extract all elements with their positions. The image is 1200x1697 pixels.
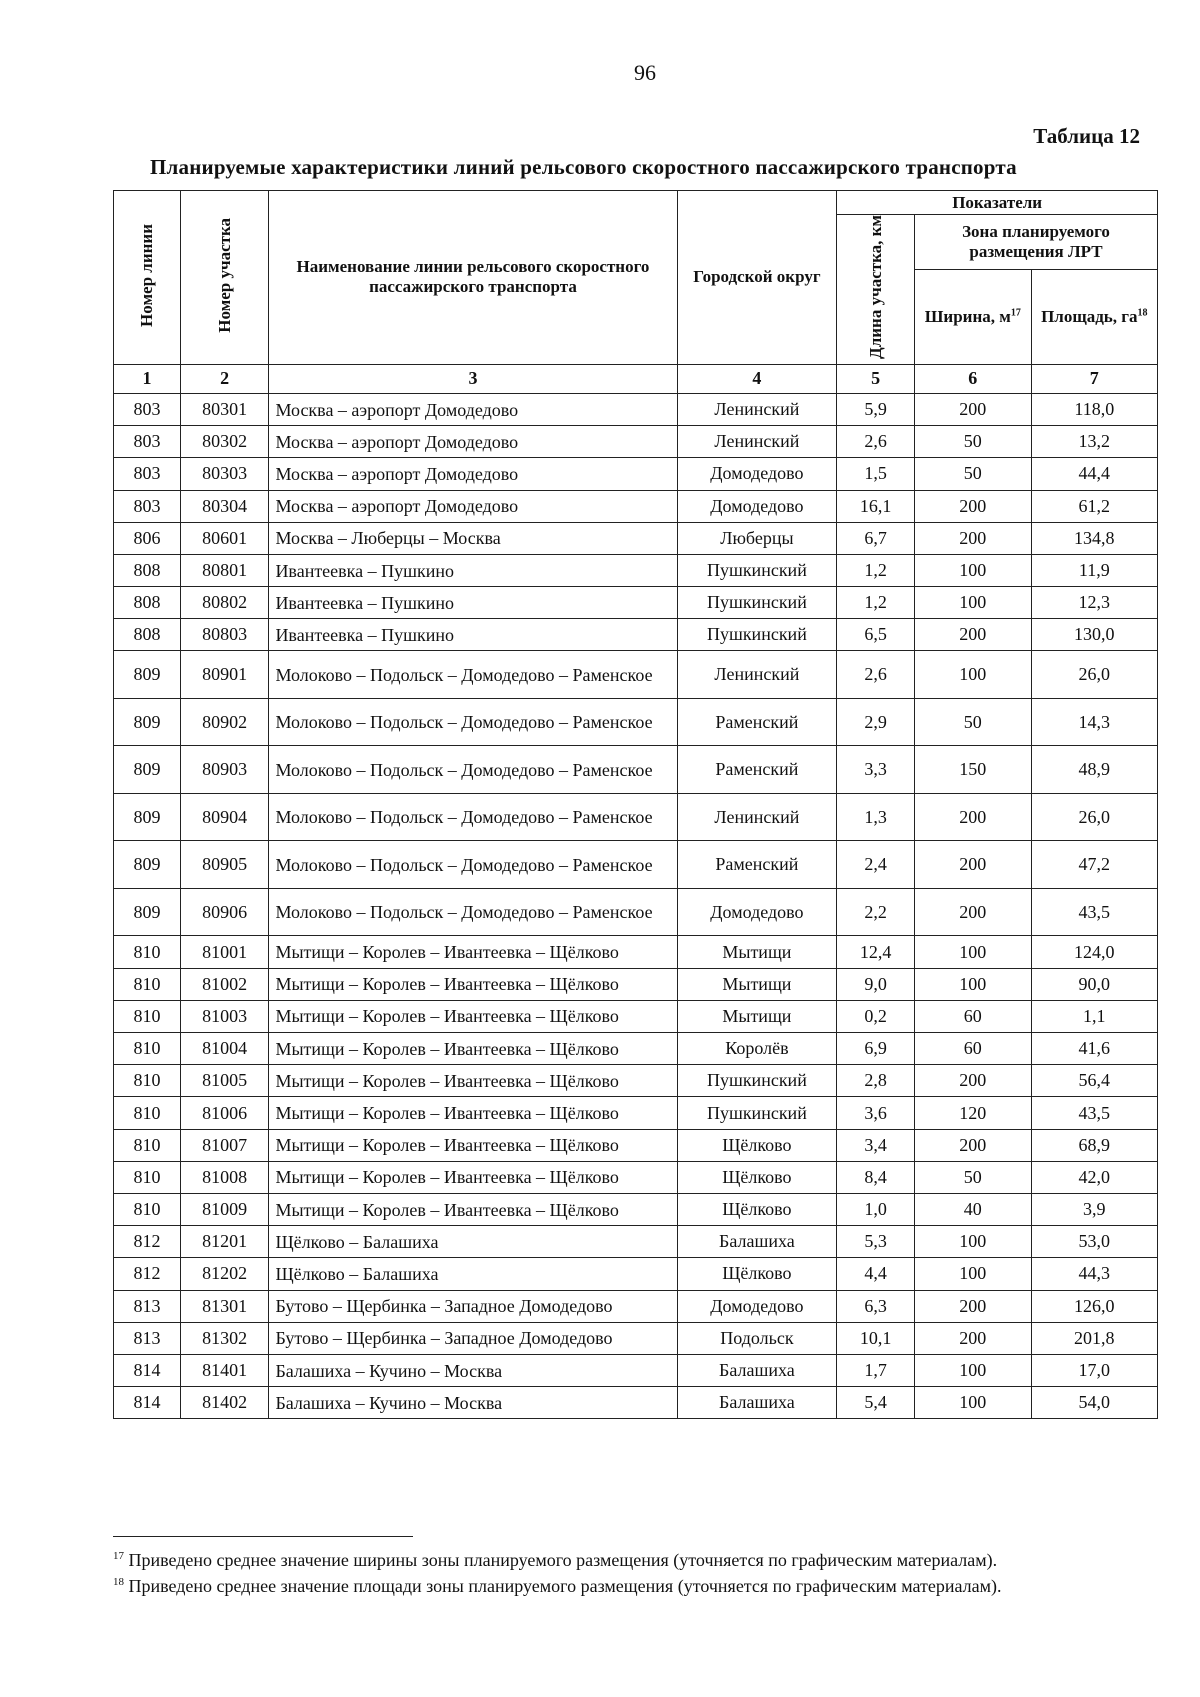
cell-line-number: 814 <box>114 1387 181 1419</box>
cell-width-m: 60 <box>915 1000 1032 1032</box>
cell-line-name: Молоково – Подольск – Домодедово – Раменское <box>269 698 677 746</box>
cell-area-ha: 124,0 <box>1031 936 1157 968</box>
cell-area-ha: 41,6 <box>1031 1033 1157 1065</box>
cell-area-ha: 90,0 <box>1031 968 1157 1000</box>
cell-line-name: Москва – Люберцы – Москва <box>269 522 677 554</box>
cell-line-name: Молоково – Подольск – Домодедово – Раменское <box>269 746 677 794</box>
table-row <box>114 1065 1158 1097</box>
cell-line-number: 810 <box>114 1097 181 1129</box>
cell-area-ha: 44,3 <box>1031 1258 1157 1290</box>
cell-section-number: 80803 <box>180 619 269 651</box>
cell-line-name: Щёлково – Балашиха <box>269 1226 677 1258</box>
cell-section-number: 81402 <box>180 1387 269 1419</box>
cell-section-number: 80903 <box>180 746 269 794</box>
cell-line-number: 808 <box>114 554 181 586</box>
page-number: 96 <box>634 60 656 85</box>
cell-area-ha: 26,0 <box>1031 651 1157 699</box>
characteristics-table <box>113 190 1158 1419</box>
table-row <box>114 490 1158 522</box>
table-row <box>114 841 1158 889</box>
footnote-18: $^{18}$ Приведено среднее значение площади зоны планируемого размещения (уточняется по графическим материалам). <box>113 1576 1002 1596</box>
cell-line-name: Мытищи – Королев – Ивантеевка – Щёлково <box>269 1129 677 1161</box>
header-line-name: Наименование линии рельсового скоростного пассажирского транспорта <box>269 191 677 365</box>
cell-width-m: 200 <box>915 1322 1032 1354</box>
cell-width-m: 100 <box>915 587 1032 619</box>
cell-width-m: 120 <box>915 1097 1032 1129</box>
cell-line-name: Балашиха – Кучино – Москва <box>269 1354 677 1386</box>
cell-length-km: 2,4 <box>837 841 915 889</box>
cell-line-number: 812 <box>114 1226 181 1258</box>
table-row <box>114 793 1158 841</box>
table-row <box>114 698 1158 746</box>
cell-area-ha: 11,9 <box>1031 554 1157 586</box>
cell-section-number: 81006 <box>180 1097 269 1129</box>
table-title: Планируемые характеристики линий рельсового скоростного пассажирского транспорта <box>150 155 1017 179</box>
header-line-number: Номер линии <box>114 191 181 365</box>
cell-area-ha: 12,3 <box>1031 587 1157 619</box>
cell-district: Подольск <box>677 1322 837 1354</box>
cell-length-km: 1,5 <box>837 458 915 490</box>
cell-area-ha: 17,0 <box>1031 1354 1157 1386</box>
cell-line-number: 810 <box>114 1065 181 1097</box>
cell-length-km: 1,7 <box>837 1354 915 1386</box>
cell-width-m: 200 <box>915 1065 1032 1097</box>
header-section-length: Длина участка, км <box>837 215 915 365</box>
table-row <box>114 1387 1158 1419</box>
cell-length-km: 1,2 <box>837 554 915 586</box>
table-row <box>114 1258 1158 1290</box>
cell-district: Щёлково <box>677 1193 837 1225</box>
cell-area-ha: 13,2 <box>1031 426 1157 458</box>
cell-line-name: Молоково – Подольск – Домодедово – Раменское <box>269 841 677 889</box>
cell-width-m: 100 <box>915 1354 1032 1386</box>
table-row <box>114 1033 1158 1065</box>
cell-length-km: 2,9 <box>837 698 915 746</box>
cell-line-number: 803 <box>114 490 181 522</box>
cell-line-number: 809 <box>114 651 181 699</box>
column-number: 3 <box>269 364 677 393</box>
cell-line-name: Мытищи – Королев – Ивантеевка – Щёлково <box>269 1000 677 1032</box>
cell-line-name: Щёлково – Балашиха <box>269 1258 677 1290</box>
table-row <box>114 746 1158 794</box>
cell-area-ha: 44,4 <box>1031 458 1157 490</box>
cell-length-km: 5,3 <box>837 1226 915 1258</box>
cell-section-number: 81003 <box>180 1000 269 1032</box>
cell-district: Балашиха <box>677 1354 837 1386</box>
column-number: 5 <box>837 364 915 393</box>
cell-district: Ленинский <box>677 393 837 425</box>
cell-area-ha: 53,0 <box>1031 1226 1157 1258</box>
cell-district: Пушкинский <box>677 1097 837 1129</box>
cell-section-number: 80302 <box>180 426 269 458</box>
cell-line-number: 813 <box>114 1322 181 1354</box>
cell-line-number: 814 <box>114 1354 181 1386</box>
cell-length-km: 6,9 <box>837 1033 915 1065</box>
cell-width-m: 200 <box>915 1129 1032 1161</box>
cell-section-number: 80304 <box>180 490 269 522</box>
cell-district: Домодедово <box>677 1290 837 1322</box>
cell-section-number: 80802 <box>180 587 269 619</box>
cell-line-number: 803 <box>114 458 181 490</box>
cell-length-km: 2,2 <box>837 888 915 936</box>
cell-width-m: 100 <box>915 1226 1032 1258</box>
cell-line-name: Мытищи – Королев – Ивантеевка – Щёлково <box>269 1065 677 1097</box>
cell-width-m: 150 <box>915 746 1032 794</box>
table-body <box>114 393 1158 1418</box>
cell-width-m: 100 <box>915 554 1032 586</box>
cell-district: Домодедово <box>677 490 837 522</box>
cell-area-ha: 1,1 <box>1031 1000 1157 1032</box>
table-label: Таблица 12 <box>1033 124 1140 148</box>
cell-width-m: 100 <box>915 1258 1032 1290</box>
cell-line-number: 810 <box>114 968 181 1000</box>
header-district: Городской округ <box>677 191 837 365</box>
header-indicators: Показатели <box>837 191 1158 215</box>
cell-length-km: 0,2 <box>837 1000 915 1032</box>
cell-district: Раменский <box>677 746 837 794</box>
header-section-number: Номер участка <box>180 191 269 365</box>
table-row <box>114 888 1158 936</box>
cell-area-ha: 47,2 <box>1031 841 1157 889</box>
cell-line-name: Ивантеевка – Пушкино <box>269 619 677 651</box>
table-row <box>114 1097 1158 1129</box>
cell-district: Пушкинский <box>677 587 837 619</box>
table-row <box>114 968 1158 1000</box>
cell-line-name: Бутово – Щербинка – Западное Домодедово <box>269 1322 677 1354</box>
cell-length-km: 16,1 <box>837 490 915 522</box>
cell-line-name: Москва – аэропорт Домодедово <box>269 426 677 458</box>
cell-line-name: Ивантеевка – Пушкино <box>269 587 677 619</box>
cell-district: Ленинский <box>677 651 837 699</box>
cell-line-name: Молоково – Подольск – Домодедово – Раменское <box>269 888 677 936</box>
cell-area-ha: 68,9 <box>1031 1129 1157 1161</box>
cell-area-ha: 56,4 <box>1031 1065 1157 1097</box>
cell-section-number: 81007 <box>180 1129 269 1161</box>
footnote-rule <box>113 1536 413 1537</box>
table-row <box>114 1290 1158 1322</box>
cell-length-km: 8,4 <box>837 1161 915 1193</box>
cell-length-km: 4,4 <box>837 1258 915 1290</box>
cell-district: Ленинский <box>677 793 837 841</box>
cell-area-ha: 118,0 <box>1031 393 1157 425</box>
cell-line-number: 810 <box>114 936 181 968</box>
cell-line-number: 810 <box>114 1000 181 1032</box>
column-number: 7 <box>1031 364 1157 393</box>
cell-width-m: 200 <box>915 393 1032 425</box>
cell-district: Щёлково <box>677 1129 837 1161</box>
cell-line-name: Мытищи – Королев – Ивантеевка – Щёлково <box>269 1033 677 1065</box>
cell-district: Домодедово <box>677 458 837 490</box>
column-number: 6 <box>915 364 1032 393</box>
cell-section-number: 81202 <box>180 1258 269 1290</box>
cell-line-name: Мытищи – Королев – Ивантеевка – Щёлково <box>269 936 677 968</box>
table-row <box>114 554 1158 586</box>
cell-line-number: 809 <box>114 793 181 841</box>
table-row <box>114 458 1158 490</box>
cell-line-number: 810 <box>114 1193 181 1225</box>
cell-width-m: 100 <box>915 936 1032 968</box>
cell-line-number: 806 <box>114 522 181 554</box>
cell-length-km: 2,8 <box>837 1065 915 1097</box>
cell-line-number: 810 <box>114 1033 181 1065</box>
header-area: Площадь, $га^{18}$ <box>1031 269 1157 364</box>
cell-line-number: 808 <box>114 587 181 619</box>
cell-length-km: 5,9 <box>837 393 915 425</box>
cell-length-km: 6,3 <box>837 1290 915 1322</box>
column-number: 2 <box>180 364 269 393</box>
cell-line-number: 809 <box>114 888 181 936</box>
cell-section-number: 80901 <box>180 651 269 699</box>
cell-length-km: 6,5 <box>837 619 915 651</box>
table-row <box>114 1322 1158 1354</box>
cell-line-name: Мытищи – Королев – Ивантеевка – Щёлково <box>269 1161 677 1193</box>
cell-district: Мытищи <box>677 936 837 968</box>
cell-section-number: 81005 <box>180 1065 269 1097</box>
cell-line-name: Москва – аэропорт Домодедово <box>269 393 677 425</box>
cell-line-name: Мытищи – Королев – Ивантеевка – Щёлково <box>269 1193 677 1225</box>
cell-district: Щёлково <box>677 1258 837 1290</box>
table-row <box>114 1193 1158 1225</box>
cell-length-km: 2,6 <box>837 426 915 458</box>
cell-line-number: 808 <box>114 619 181 651</box>
cell-width-m: 100 <box>915 1387 1032 1419</box>
cell-line-name: Молоково – Подольск – Домодедово – Раменское <box>269 793 677 841</box>
cell-district: Домодедово <box>677 888 837 936</box>
cell-line-number: 803 <box>114 393 181 425</box>
cell-section-number: 81008 <box>180 1161 269 1193</box>
cell-line-number: 813 <box>114 1290 181 1322</box>
cell-area-ha: 43,5 <box>1031 1097 1157 1129</box>
cell-section-number: 81302 <box>180 1322 269 1354</box>
cell-width-m: 50 <box>915 698 1032 746</box>
cell-district: Люберцы <box>677 522 837 554</box>
cell-width-m: 40 <box>915 1193 1032 1225</box>
cell-line-name: Балашиха – Кучино – Москва <box>269 1387 677 1419</box>
table-row <box>114 1129 1158 1161</box>
cell-width-m: 200 <box>915 619 1032 651</box>
cell-line-name: Москва – аэропорт Домодедово <box>269 490 677 522</box>
cell-width-m: 200 <box>915 490 1032 522</box>
table-row <box>114 426 1158 458</box>
cell-line-name: Москва – аэропорт Домодедово <box>269 458 677 490</box>
cell-width-m: 200 <box>915 841 1032 889</box>
cell-width-m: 100 <box>915 651 1032 699</box>
table-row <box>114 651 1158 699</box>
cell-section-number: 81401 <box>180 1354 269 1386</box>
cell-width-m: 50 <box>915 426 1032 458</box>
table-row <box>114 1161 1158 1193</box>
cell-line-number: 812 <box>114 1258 181 1290</box>
cell-district: Пушкинский <box>677 554 837 586</box>
cell-width-m: 200 <box>915 1290 1032 1322</box>
cell-section-number: 81002 <box>180 968 269 1000</box>
cell-line-name: Мытищи – Королев – Ивантеевка – Щёлково <box>269 1097 677 1129</box>
cell-line-number: 809 <box>114 841 181 889</box>
cell-district: Балашиха <box>677 1387 837 1419</box>
cell-section-number: 81004 <box>180 1033 269 1065</box>
cell-district: Пушкинский <box>677 1065 837 1097</box>
cell-section-number: 80904 <box>180 793 269 841</box>
cell-section-number: 81301 <box>180 1290 269 1322</box>
cell-area-ha: 3,9 <box>1031 1193 1157 1225</box>
cell-width-m: 100 <box>915 968 1032 1000</box>
cell-length-km: 12,4 <box>837 936 915 968</box>
cell-district: Раменский <box>677 841 837 889</box>
cell-length-km: 1,2 <box>837 587 915 619</box>
table-row <box>114 587 1158 619</box>
cell-length-km: 5,4 <box>837 1387 915 1419</box>
cell-district: Мытищи <box>677 1000 837 1032</box>
cell-line-name: Бутово – Щербинка – Западное Домодедово <box>269 1290 677 1322</box>
cell-line-number: 809 <box>114 698 181 746</box>
table-row <box>114 393 1158 425</box>
cell-area-ha: 54,0 <box>1031 1387 1157 1419</box>
table-row <box>114 1226 1158 1258</box>
cell-section-number: 80601 <box>180 522 269 554</box>
column-number: 1 <box>114 364 181 393</box>
cell-length-km: 6,7 <box>837 522 915 554</box>
table-row <box>114 936 1158 968</box>
cell-area-ha: 43,5 <box>1031 888 1157 936</box>
footnotes <box>113 1545 1002 1597</box>
cell-length-km: 2,6 <box>837 651 915 699</box>
cell-line-name: Мытищи – Королев – Ивантеевка – Щёлково <box>269 968 677 1000</box>
cell-line-number: 803 <box>114 426 181 458</box>
cell-area-ha: 61,2 <box>1031 490 1157 522</box>
cell-width-m: 200 <box>915 522 1032 554</box>
cell-area-ha: 130,0 <box>1031 619 1157 651</box>
cell-line-number: 809 <box>114 746 181 794</box>
table-header <box>114 191 1158 394</box>
cell-width-m: 50 <box>915 458 1032 490</box>
cell-line-name: Молоково – Подольск – Домодедово – Раменское <box>269 651 677 699</box>
cell-line-number: 810 <box>114 1161 181 1193</box>
cell-length-km: 3,6 <box>837 1097 915 1129</box>
cell-section-number: 80902 <box>180 698 269 746</box>
cell-district: Пушкинский <box>677 619 837 651</box>
cell-area-ha: 201,8 <box>1031 1322 1157 1354</box>
cell-section-number: 81001 <box>180 936 269 968</box>
cell-area-ha: 134,8 <box>1031 522 1157 554</box>
cell-area-ha: 126,0 <box>1031 1290 1157 1322</box>
cell-district: Мытищи <box>677 968 837 1000</box>
cell-length-km: 3,3 <box>837 746 915 794</box>
cell-area-ha: 42,0 <box>1031 1161 1157 1193</box>
cell-section-number: 81201 <box>180 1226 269 1258</box>
cell-width-m: 200 <box>915 793 1032 841</box>
cell-length-km: 1,3 <box>837 793 915 841</box>
cell-width-m: 50 <box>915 1161 1032 1193</box>
cell-district: Королёв <box>677 1033 837 1065</box>
column-numbers-row <box>114 364 1158 393</box>
cell-section-number: 80301 <box>180 393 269 425</box>
cell-length-km: 1,0 <box>837 1193 915 1225</box>
table-row <box>114 1354 1158 1386</box>
table-row <box>114 1000 1158 1032</box>
column-number: 4 <box>677 364 837 393</box>
cell-district: Ленинский <box>677 426 837 458</box>
cell-length-km: 9,0 <box>837 968 915 1000</box>
footnote-17: $^{17}$ Приведено среднее значение ширины зоны планируемого размещения (уточняется по графическим материалам). <box>113 1550 998 1570</box>
cell-section-number: 80303 <box>180 458 269 490</box>
cell-section-number: 80905 <box>180 841 269 889</box>
cell-section-number: 80801 <box>180 554 269 586</box>
cell-area-ha: 14,3 <box>1031 698 1157 746</box>
cell-length-km: 10,1 <box>837 1322 915 1354</box>
header-zone: Зона планируемого размещения ЛРТ <box>915 215 1158 270</box>
cell-length-km: 3,4 <box>837 1129 915 1161</box>
cell-line-number: 810 <box>114 1129 181 1161</box>
cell-area-ha: 26,0 <box>1031 793 1157 841</box>
cell-district: Раменский <box>677 698 837 746</box>
table-row <box>114 522 1158 554</box>
header-width: Ширина, $м^{17}$ <box>915 269 1032 364</box>
cell-width-m: 60 <box>915 1033 1032 1065</box>
cell-section-number: 80906 <box>180 888 269 936</box>
cell-district: Балашиха <box>677 1226 837 1258</box>
cell-area-ha: 48,9 <box>1031 746 1157 794</box>
cell-line-name: Ивантеевка – Пушкино <box>269 554 677 586</box>
cell-section-number: 81009 <box>180 1193 269 1225</box>
cell-width-m: 200 <box>915 888 1032 936</box>
cell-district: Щёлково <box>677 1161 837 1193</box>
table-row <box>114 619 1158 651</box>
